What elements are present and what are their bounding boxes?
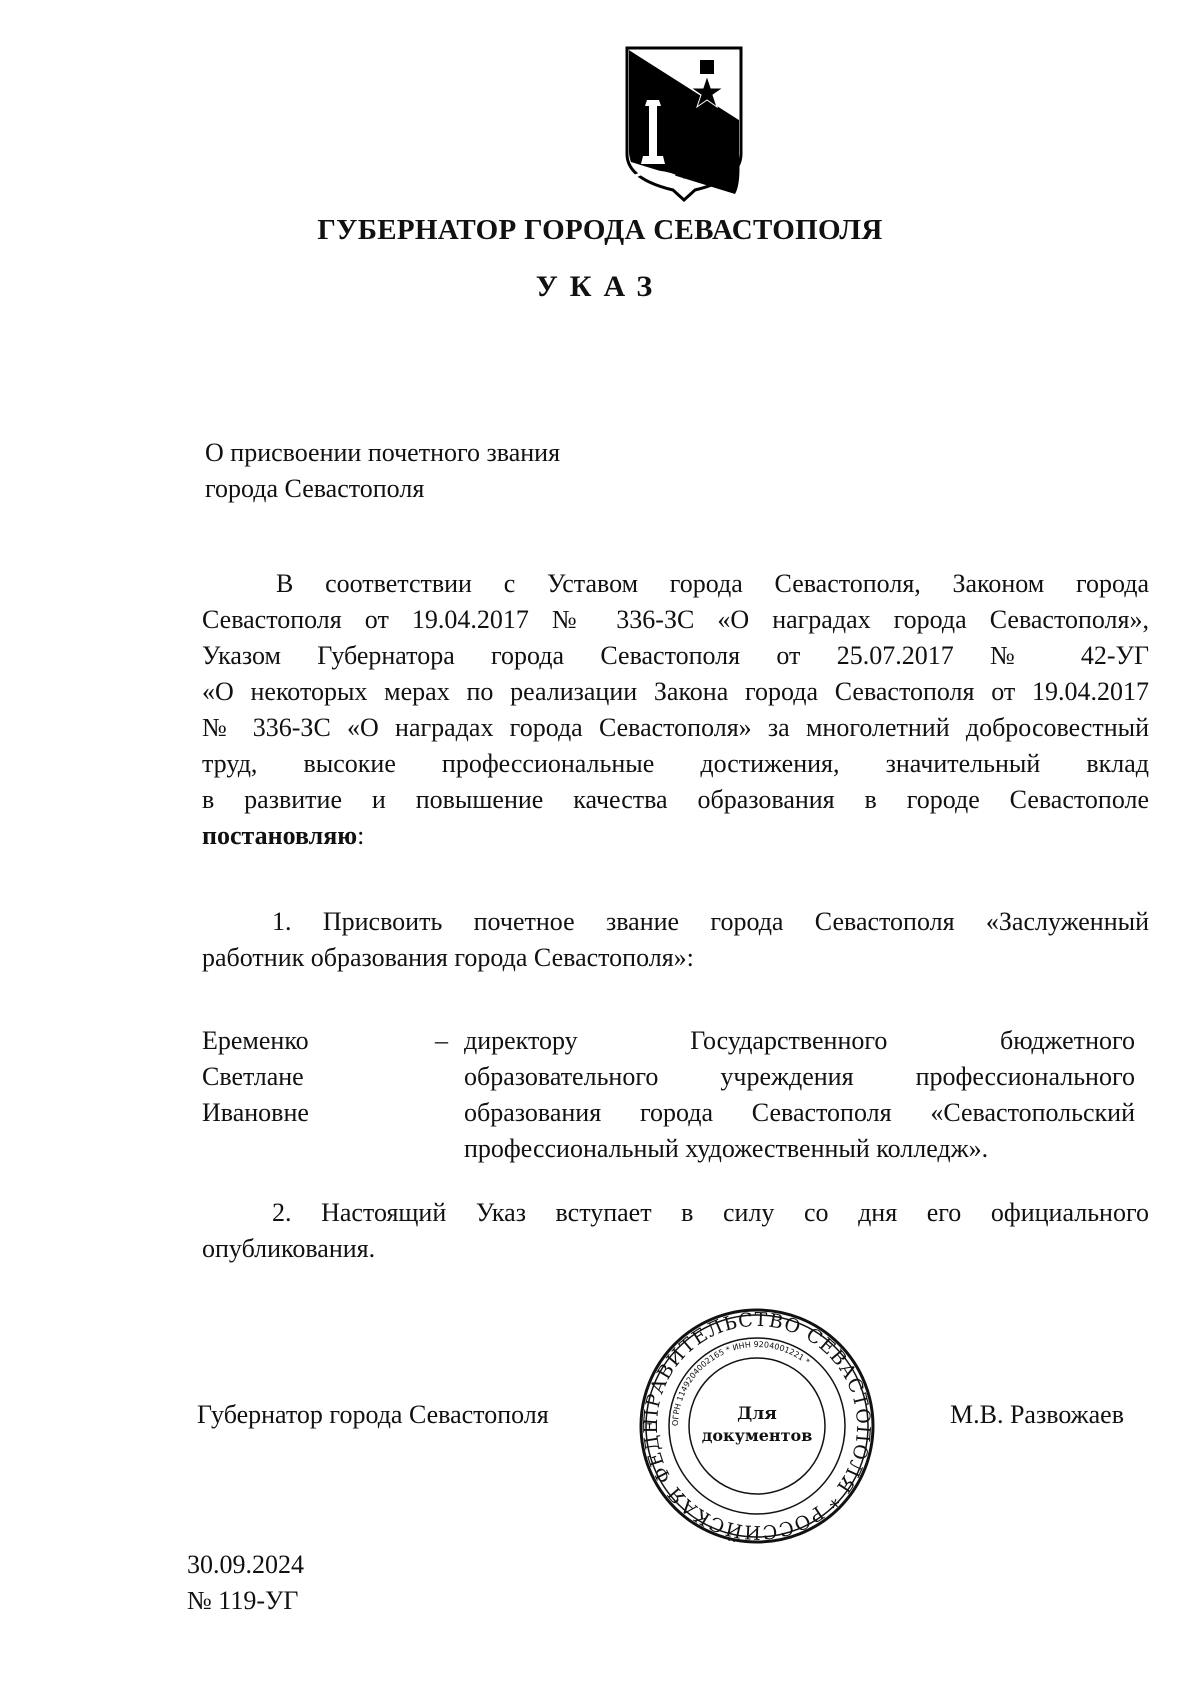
document-date: 30.09.2024 <box>187 1550 304 1579</box>
paragraph-line: Севастополя от 19.04.2017 № 336-ЗС «О наградах города Севастополя», <box>202 605 1149 634</box>
role-line: образовательного учреждения профессионального <box>464 1062 1135 1091</box>
paragraph-line: В соответствии с Уставом города Севастополя, Законом города <box>276 569 1149 598</box>
seal-center-line: Для <box>737 1404 777 1424</box>
paragraph-line: в развитие и повышение качества образования в городе Севастополе <box>202 785 1149 814</box>
awardee-given-name: Светлане <box>202 1062 304 1091</box>
paragraph-line: опубликования. <box>202 1234 376 1263</box>
paragraph-line: 1. Присвоить почетное звание города Севастополя «Заслуженный <box>272 907 1149 936</box>
decree-colon: : <box>357 821 365 850</box>
paragraph-line: Указом Губернатора города Севастополя от 25.07.2017 № 42-УГ <box>202 641 1149 670</box>
seal-outer-text: ПРАВИТЕЛЬСТВО СЕВАСТОПОЛЯ * РОССИЙСКАЯ ФЕДЕ <box>639 1308 875 1544</box>
decree-word: постановляю <box>202 821 358 850</box>
paragraph-line: № 336-ЗС «О наградах города Севастополя» за многолетний добросовестный <box>202 713 1149 742</box>
paragraph-line: «О некоторых мерах по реализации Закона города Севастополя от 19.04.2017 <box>202 677 1149 706</box>
awardee-role <box>464 1023 1135 1167</box>
item-1 <box>202 904 1149 976</box>
official-seal-icon <box>638 1307 876 1545</box>
signatory-title: Губернатор города Севастополя <box>197 1400 549 1429</box>
role-line: директору Государственного бюджетного <box>464 1026 1135 1055</box>
document-subject <box>205 435 560 507</box>
seal-inner-text: ОГРН 1149204002165 * ИНН 9204001221 * <box>670 1339 812 1427</box>
item-2 <box>202 1195 1149 1267</box>
preamble-paragraph <box>202 566 1149 854</box>
subject-line: О присвоении почетного звания <box>205 438 561 467</box>
document-type: УКАЗ <box>535 270 665 303</box>
role-line: образования города Севастополя «Севастопольский <box>464 1098 1135 1127</box>
paragraph-line: 2. Настоящий Указ вступает в силу со дня его официального <box>272 1198 1149 1227</box>
awardee-surname: Еременко <box>202 1026 309 1055</box>
issuing-authority: ГУБЕРНАТОР ГОРОДА СЕВАСТОПОЛЯ <box>317 214 883 246</box>
document-number: № 119-УГ <box>187 1586 299 1615</box>
awardee-patronymic: Ивановне <box>202 1098 309 1127</box>
signatory-name: М.В. Развожаев <box>950 1400 1125 1429</box>
coat-of-arms-icon <box>623 44 745 202</box>
paragraph-line: труд, высокие профессиональные достижения, значительный вклад <box>202 749 1149 778</box>
role-line: профессиональный художественный колледж». <box>464 1134 989 1163</box>
decree-line <box>202 818 1149 854</box>
subject-line: города Севастополя <box>205 474 425 503</box>
seal-center-line: документов <box>701 1426 813 1445</box>
paragraph-line: работник образования города Севастополя»: <box>202 943 694 972</box>
awardee-name <box>202 1023 309 1131</box>
dash: – <box>435 1026 448 1055</box>
